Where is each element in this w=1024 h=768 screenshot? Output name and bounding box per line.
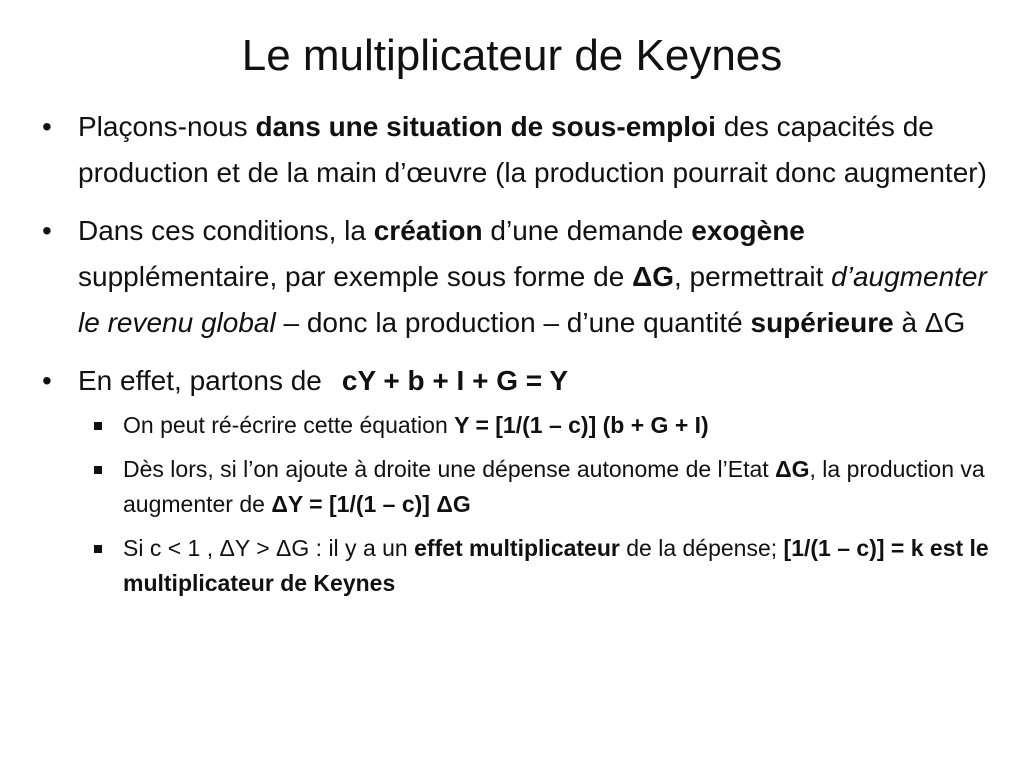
- bullet-2-text-superieure: supérieure: [750, 307, 894, 338]
- sub-bullet-item-2: [78, 452, 1000, 522]
- sub-bullet-item-1: [78, 408, 1000, 443]
- sub-3-effet-multiplicateur: effet multiplicateur: [414, 535, 620, 561]
- bullet-2-text-a: Dans ces conditions, la: [78, 215, 374, 246]
- bullet-2-text-d: , permettrait: [673, 261, 832, 292]
- bullet-3-text-a: En effet, partons de: [78, 365, 322, 396]
- bullet-2-text-f: à ΔG: [893, 307, 966, 338]
- bullet-2-text-e: – donc la production – d’une quantité: [275, 307, 751, 338]
- bullet-item-2: [40, 208, 1000, 346]
- sub-2-text-b: , la production va augmenter de: [123, 456, 985, 517]
- bullet-1-text-b: des capacités de production et de la main d’œuvre (la production pourrait donc augmenter): [78, 111, 987, 188]
- bullet-dot-icon: •: [42, 365, 52, 396]
- sub-1-equation: Y = [1/(1 – c)] (b + G + I): [454, 412, 709, 438]
- bullet-2-text-italic: d’augmenter le revenu global: [78, 261, 987, 338]
- slide-title: Le multiplicateur de Keynes: [241, 31, 783, 80]
- sub-1-text-a: On peut ré-écrire cette équation: [123, 412, 455, 438]
- slide-content: [40, 104, 1000, 613]
- bullet-1-text-bold: dans une situation de sous-emploi: [255, 111, 716, 142]
- bullet-2-text-creation: création: [373, 215, 483, 246]
- sub-2-delta-g: ΔG: [775, 456, 810, 482]
- bullet-item-1: [40, 104, 1000, 196]
- sub-2-text-a: Dès lors, si l’on ajoute à droite une dépense autonome de l’Etat: [123, 456, 776, 482]
- sub-bullet-list: [78, 408, 1000, 601]
- bullet-2-text-delta-g: ΔG: [632, 261, 674, 292]
- bullet-item-3: [40, 358, 1000, 601]
- sub-3-keynes-multiplier: [1/(1 – c)] = k est le multiplicateur de Keynes: [123, 535, 989, 596]
- bullet-2-text-b: d’une demande: [482, 215, 692, 246]
- sub-2-equation: ΔY = [1/(1 – c)] ΔG: [271, 491, 471, 517]
- bullet-3-equation: cY + b + I + G = Y: [341, 365, 569, 396]
- bullet-1-text-a: Plaçons-nous: [78, 111, 256, 142]
- bullet-list: [40, 104, 1000, 601]
- bullet-dot-icon: •: [42, 215, 52, 246]
- sub-bullet-item-3: [78, 531, 1000, 601]
- square-bullet-icon: [94, 545, 102, 553]
- bullet-2-text-exogene: exogène: [691, 215, 805, 246]
- bullet-2-text-c: supplémentaire, par exemple sous forme de: [78, 261, 633, 292]
- square-bullet-icon: [94, 422, 102, 430]
- sub-3-text-a: Si c < 1 , ΔY > ΔG : il y a un: [123, 535, 415, 561]
- square-bullet-icon: [94, 466, 102, 474]
- sub-3-text-b: de la dépense;: [619, 535, 784, 561]
- bullet-dot-icon: •: [42, 111, 52, 142]
